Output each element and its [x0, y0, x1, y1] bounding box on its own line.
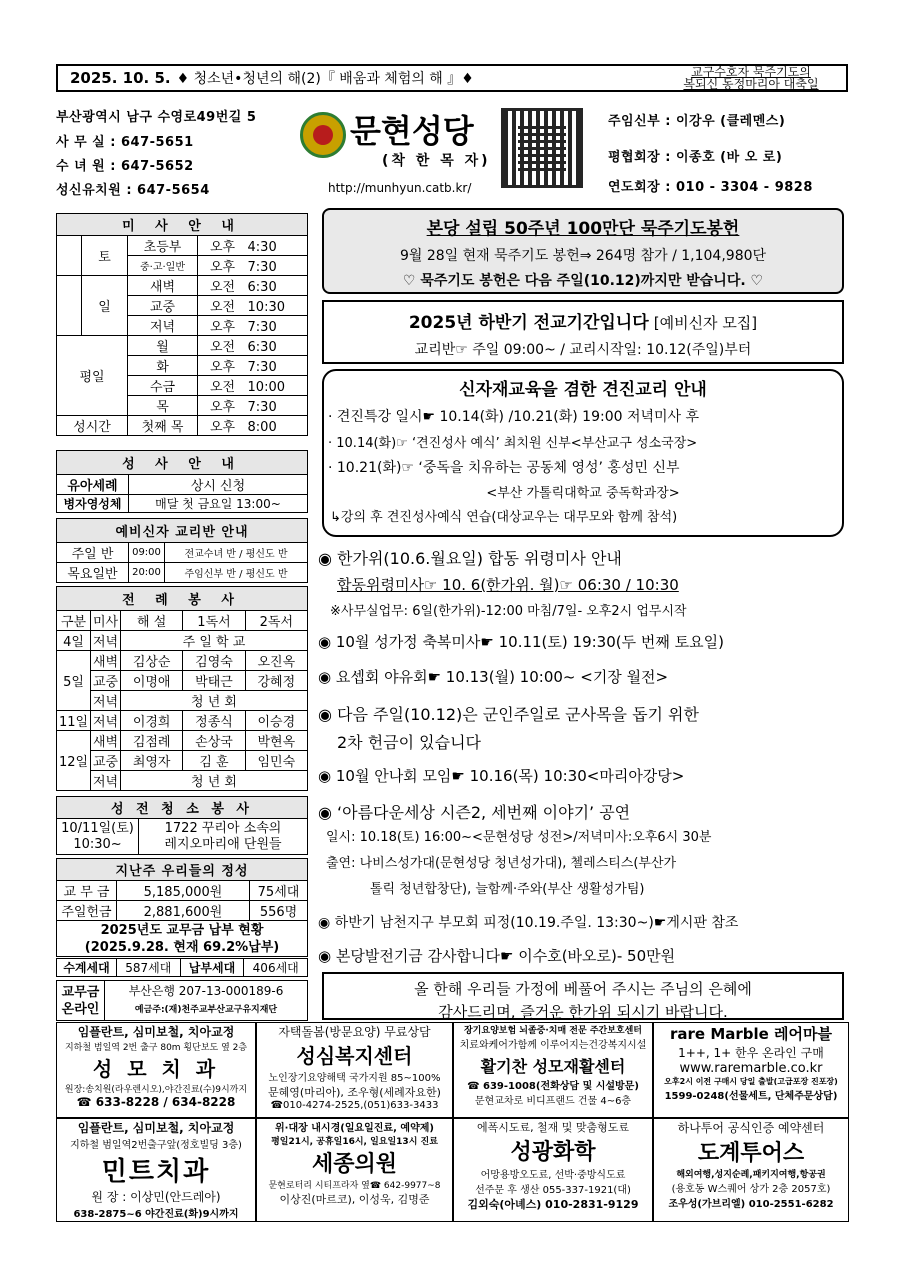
- ad-name: rare Marble 레어마블: [670, 1025, 832, 1043]
- server-day: 4일: [57, 631, 91, 651]
- ad-line: 지하철 범일역2번출구앞(정호빌딩 3층): [70, 1140, 242, 1151]
- server-name: 이경희: [121, 711, 183, 731]
- mass-time: 오후 7:30: [198, 316, 308, 336]
- server-name: 박현옥: [245, 731, 307, 751]
- server-mass: 저녁: [91, 711, 121, 731]
- confirmation-line: ↳강의 후 견진성사예식 연습(대상교우는 대무모와 함께 참석): [330, 510, 678, 525]
- cleaning-date: 10/11일(토) 10:30~: [57, 819, 139, 855]
- header-bar: [56, 64, 848, 92]
- bulletin-date: 2025. 10. 5.: [70, 69, 171, 87]
- offering-label: 주일헌금: [57, 901, 117, 921]
- servers-col-head: 미사: [91, 611, 121, 631]
- ad-line: 오후2시 이전 구매시 당일 출발(고급포장 진포장): [664, 1077, 838, 1086]
- ad-line: 임플란트, 심미보철, 치아교정: [77, 1121, 235, 1135]
- legion-president: 연도회장 : 010 - 3304 - 9828: [608, 180, 813, 195]
- feast-title: [656, 66, 846, 90]
- online-dues-table: [56, 980, 308, 1021]
- ad-line: 에폭시도료, 철재 및 맞춤형도료: [476, 1121, 630, 1134]
- cleaning-title: 성 전 청 소 봉 사: [57, 797, 308, 819]
- sat-label: 토: [82, 236, 128, 276]
- ad-phone: 김외숙(아녜스) 010-2831-9129: [467, 1198, 639, 1211]
- cleaning-table: [56, 796, 308, 855]
- ad-line: 평일21시, 공휴일16시, 일요일13시 진료: [271, 1137, 438, 1147]
- greeting-line-2: 감사드리며, 즐거운 한가위 되시기 바랍니다.: [438, 1003, 728, 1021]
- mass-title: 미 사 안 내: [57, 214, 308, 236]
- ad-line: 위·대장 내시경(일요일진료, 예약제): [275, 1123, 434, 1134]
- pastor: 주임신부 : 이강우 (클레멘스): [608, 114, 786, 129]
- ad-line: 지하철 범일역 2번 출구 80m 횡단보도 옆 2층: [64, 1043, 248, 1053]
- offering-title: 지난주 우리들의 정성: [57, 859, 308, 881]
- server-name: 김점례: [121, 731, 183, 751]
- ad-phone: ☎ 633-8228 / 634-8228: [76, 1095, 236, 1109]
- server-name: 김 훈: [183, 751, 245, 771]
- catechumen-desc: 주임신부 반 / 평신도 반: [165, 563, 308, 583]
- sick-communion-value: 매달 첫 금요일 13:00~: [129, 495, 308, 513]
- server-day: 5일: [57, 651, 91, 711]
- church-patron: (착 한 목 자): [382, 153, 491, 169]
- confirmation-line: · 10.14(화)☞ ‘견진성사 예식’ 최치원 신부<부산교구 성소국장>: [328, 436, 698, 451]
- ad-line: 하나투어 공식인증 예약센터: [677, 1121, 825, 1135]
- mass-name: 교중: [128, 296, 198, 316]
- ad-mint-dental[interactable]: [56, 1118, 256, 1222]
- confirmation-line: · 10.21(화)☞ ‘중독을 치유하는 공동체 영성’ 홍성민 신부: [328, 460, 680, 476]
- servers-col-head: 구분: [57, 611, 91, 631]
- server-group: 청 년 회: [121, 691, 308, 711]
- ad-line: 이상진(마르코), 이성욱, 김명준: [279, 1193, 430, 1206]
- rosary-line-2: ♡ 묵주기도 봉헌은 다음 주일(10.12)까지만 받습니다. ♡: [402, 273, 764, 289]
- server-name: 이명애: [121, 671, 183, 691]
- mass-name: 목: [128, 396, 198, 416]
- household-label: 수계세대: [57, 959, 117, 977]
- server-day: 12일: [57, 731, 91, 791]
- greeting-line-1: 올 한해 우리들 가정에 베풀어 주시는 주님의 은혜에: [414, 980, 752, 998]
- notice-concert: ◉ ‘아름다운세상 시즌2, 세번째 이야기’ 공연: [318, 803, 631, 822]
- ad-line: 문혜영(마리아), 조우형(세례자요한): [268, 1086, 441, 1099]
- ad-seongmo-dental[interactable]: [56, 1022, 256, 1118]
- kindergarten-phone: 성신유치원 : 647-5654: [56, 183, 210, 198]
- ad-sejong-clinic[interactable]: [256, 1118, 453, 1222]
- feast-line-2: 복되신 동정마리아 대축일: [683, 77, 819, 91]
- servers-col-head: 해 설: [121, 611, 183, 631]
- notice-concert-time: 일시: 10.18(토) 16:00~<문현성당 성전>/저녁미사:오후6시 30분: [326, 830, 712, 845]
- server-name: 이승경: [245, 711, 307, 731]
- ad-line: 치료와케어가함께 이루어지는건강복지시설: [459, 1040, 647, 1051]
- sick-communion-label: 병자영성체: [57, 495, 129, 513]
- church-logo-icon: [300, 112, 346, 158]
- ad-seongmo-rehab[interactable]: [453, 1022, 653, 1118]
- ad-line: 원 장 : 이상민(안드레아): [91, 1190, 221, 1204]
- offering-table: [56, 858, 308, 957]
- liturgy-servers-table: [56, 586, 308, 791]
- address-street: 부산광역시 남구 수영로49번길 5: [56, 110, 257, 125]
- offering-amount: 5,185,000원: [117, 881, 250, 901]
- ad-phone: 문현로터리 시티프라자 옆☎ 642-9977~8: [268, 1181, 441, 1191]
- mass-name: 첫째 목: [128, 416, 198, 436]
- mass-time: 오후 8:00: [198, 416, 308, 436]
- sacrament-table: [56, 450, 308, 513]
- notice-anna-meeting: ◉ 10월 안나회 모임☛ 10.16(목) 10:30<마리아강당>: [318, 767, 685, 785]
- ad-dogye-tours[interactable]: [653, 1118, 849, 1222]
- ad-name: 민트치과: [101, 1157, 211, 1187]
- server-name: 김영숙: [183, 651, 245, 671]
- mass-time: 오전 6:30: [198, 336, 308, 356]
- rosary-line-1: 9월 28일 현재 묵주기도 봉헌⇒ 264명 참가 / 1,104,980단: [399, 248, 767, 264]
- notice-parents-retreat: ◉ 하반기 남천지구 부모회 피정(10.19.주일. 13:30~)☛게시판 참조: [318, 915, 739, 931]
- ad-line: 원장:송치원(라우렌시오),야간진료(수)9시까지: [64, 1085, 248, 1095]
- year-theme: ♦ 청소년•청년의 해(2)『 배움과 체험의 해 』♦: [176, 71, 474, 87]
- notice-office-hours: ※사무실업무: 6일(한가위)-12:00 마침/7일- 오후2시 업무시작: [330, 604, 687, 619]
- mass-name: 월: [128, 336, 198, 356]
- catechumen-title: 예비신자 교리반 안내: [57, 519, 308, 543]
- ad-name: 세종의원: [311, 1152, 397, 1177]
- ad-line: 임플란트, 심미보철, 치아교정: [77, 1025, 235, 1039]
- ad-line: (용호동 W스퀘어 상가 2층 2057호): [671, 1184, 831, 1195]
- weekday-label: 평일: [57, 336, 128, 416]
- bank-account: 부산은행 207-13-000189-6 예금주:(재)천주교부산교구유지재단: [105, 981, 308, 1021]
- online-label: 교무금 온라인: [57, 981, 105, 1021]
- household-table: [56, 958, 308, 977]
- mass-time: 오후 7:30: [198, 256, 308, 276]
- server-name: 강혜정: [245, 671, 307, 691]
- server-name: 오진옥: [245, 651, 307, 671]
- mission-tag: [예비신자 모집]: [653, 314, 758, 332]
- servers-title: 전 례 봉 사: [57, 587, 308, 611]
- server-mass: 새벽: [91, 731, 121, 751]
- ad-phone: 선주문 후 생산 055-337-1921(대): [475, 1185, 631, 1196]
- ad-line: 노인장기요양해택 국가지원 85~100%: [268, 1073, 441, 1084]
- mission-title: 2025년 하반기 전교기간입니다: [408, 313, 649, 333]
- servers-col-head: 2독서: [245, 611, 307, 631]
- ad-name: 성광화학: [510, 1140, 596, 1165]
- catechumen-time: 20:00: [129, 563, 165, 583]
- mass-time: 오후 7:30: [198, 396, 308, 416]
- ad-line: 자택돌봄(방문요양) 무료상담: [278, 1025, 431, 1039]
- rosary-box: [322, 208, 844, 294]
- mass-time: 오전 6:30: [198, 276, 308, 296]
- infant-baptism-label: 유아세례: [57, 475, 129, 495]
- catechumen-label: 주일 반: [57, 543, 129, 563]
- notice-joseph-picnic: ◉ 요셉회 야유회☛ 10.13(월) 10:00~ <기장 월전>: [318, 668, 669, 686]
- mission-line-2: 교리반☞ 주일 09:00~ / 교리시작일: 10.12(주일)부터: [414, 342, 752, 358]
- catechumen-time: 09:00: [129, 543, 165, 563]
- office-phone: 사 무 실 : 647-5651: [56, 135, 194, 150]
- ad-seongsim-welfare[interactable]: [256, 1022, 453, 1118]
- household-value: 587세대: [117, 959, 181, 977]
- offering-count: 75세대: [250, 881, 308, 901]
- notice-chuseok: ◉ 한가위(10.6.월요일) 합동 위령미사 안내: [318, 549, 622, 568]
- mass-name: 새벽: [128, 276, 198, 296]
- server-mass: 새벽: [91, 651, 121, 671]
- ad-name: 도계투어스: [697, 1141, 805, 1166]
- ad-phone: 638-2875~6 야간진료(화)9시까지: [73, 1209, 239, 1220]
- ad-url: www.raremarble.co.kr: [679, 1061, 823, 1076]
- ad-seonggwang-chemical[interactable]: [453, 1118, 653, 1222]
- mass-time: 오후 7:30: [198, 356, 308, 376]
- mass-time: 오후 4:30: [198, 236, 308, 256]
- offering-label: 교 무 금: [57, 881, 117, 901]
- notice-second-collection: 2차 헌금이 있습니다: [337, 733, 481, 752]
- ad-phone: 1599-0248(선물세트, 단체주문상담): [664, 1091, 838, 1102]
- ad-phone: ☎ 639-1008(전화상담 및 시설방문): [467, 1081, 639, 1092]
- notice-donation: ◉ 본당발전기금 감사합니다☛ 이수호(바오로)- 50만원: [318, 947, 676, 965]
- mass-name: 수금: [128, 376, 198, 396]
- notice-family-mass: ◉ 10월 성가정 축복미사☛ 10.11(토) 19:30(두 번째 토요일): [318, 633, 724, 651]
- qr-code-icon[interactable]: [501, 108, 583, 188]
- server-name: 손상국: [183, 731, 245, 751]
- notice-concert-cast-2: 톨릭 청년합창단), 늘함께·주와(부산 생활성가팀): [370, 882, 645, 897]
- confirmation-line: <부산 가톨릭대학교 중독학과장>: [486, 486, 680, 501]
- ad-line: 문현교차로 비디프랜드 건물 4~6층: [474, 1096, 632, 1107]
- server-group: 주 일 학 교: [121, 631, 308, 651]
- catechumen-label: 목요일반: [57, 563, 129, 583]
- server-group: 청 년 회: [121, 771, 308, 791]
- ad-phone: 조우성(가브리엘) 010-2551-6282: [668, 1199, 834, 1210]
- server-mass: 교중: [91, 751, 121, 771]
- offering-count: 556명: [250, 901, 308, 921]
- ad-name: 성심복지센터: [296, 1044, 413, 1068]
- catechumen-table: [56, 518, 308, 583]
- mission-box: [322, 300, 844, 364]
- ad-name: 성 모 치 과: [92, 1057, 220, 1081]
- confirmation-line: · 견진특강 일시☛ 10.14(화) /10.21(화) 19:00 저녁미사 후: [328, 409, 700, 425]
- server-mass: 교중: [91, 671, 121, 691]
- paid-value: 406세대: [244, 959, 308, 977]
- servers-col-head: 1독서: [183, 611, 245, 631]
- mass-name: 초등부: [128, 236, 198, 256]
- mass-schedule-table: [56, 213, 308, 436]
- feast-line-1: 교구수호자 묵주기도의: [691, 65, 811, 79]
- mass-time: 오전 10:00: [198, 376, 308, 396]
- catechumen-desc: 전교수녀 반 / 평신도 반: [165, 543, 308, 563]
- mass-time: 오전 10:30: [198, 296, 308, 316]
- mass-name: 저녁: [128, 316, 198, 336]
- mass-name: 화: [128, 356, 198, 376]
- notice-military-sunday: ◉ 다음 주일(10.12)은 군인주일로 군사목을 돕기 위한: [318, 705, 699, 724]
- ad-raremarble[interactable]: [653, 1022, 849, 1118]
- church-name: 문현성당: [350, 112, 474, 150]
- server-name: 김상순: [121, 651, 183, 671]
- holy-hour-label: 성시간: [57, 416, 128, 436]
- sacrament-title: 성 사 안 내: [57, 451, 308, 475]
- server-name: 최영자: [121, 751, 183, 771]
- convent-phone: 수 녀 원 : 647-5652: [56, 159, 194, 174]
- ad-line: 어망용방오도료, 선박·중방식도료: [480, 1170, 626, 1181]
- server-name: 임민숙: [245, 751, 307, 771]
- offering-amount: 2,881,600원: [117, 901, 250, 921]
- sun-label: 일: [82, 276, 128, 336]
- server-mass: 저녁: [91, 771, 121, 791]
- server-name: 박태근: [183, 671, 245, 691]
- mass-name: 중·고·일반: [128, 256, 198, 276]
- church-url[interactable]: http://munhyun.catb.kr/: [328, 181, 472, 195]
- rosary-title: 본당 설립 50주년 100만단 묵주기도봉헌: [426, 219, 740, 239]
- server-name: 정종식: [183, 711, 245, 731]
- cleaning-team: 1722 꾸리아 소속의 레지오마리애 단원들: [139, 819, 308, 855]
- confirmation-title: 신자재교육을 겸한 견진교리 안내: [459, 380, 707, 400]
- server-mass: 저녁: [91, 691, 121, 711]
- greeting-box: [322, 972, 844, 1020]
- ad-line: 1++, 1+ 한우 온라인 구매: [678, 1046, 824, 1060]
- server-day: 11일: [57, 711, 91, 731]
- server-mass: 저녁: [91, 631, 121, 651]
- notice-chuseok-detail: 합동위령미사☞ 10. 6(한가위. 월)☞ 06:30 / 10:30: [337, 576, 679, 594]
- notice-concert-cast: 출연: 나비스성가대(문현성당 청년성가대), 첼레스티스(부산가: [326, 856, 677, 871]
- ad-line: 장기요양보험 뇌졸중·치매 전문 주간보호센터: [463, 1026, 642, 1036]
- paid-label: 납부세대: [180, 959, 244, 977]
- ad-phone: ☎010-4274-2525,(051)633-3433: [270, 1100, 439, 1111]
- confirmation-box: [322, 369, 844, 537]
- dues-status: 2025년도 교무금 납부 현황 (2025.9.28. 현재 69.2%납부): [57, 921, 308, 957]
- ad-line: 해외여행,성지순례,패키지여행,항공권: [676, 1170, 826, 1180]
- council-president: 평협회장 : 이종호 (바 오 로): [608, 150, 783, 165]
- ad-name: 활기찬 성모재활센터: [480, 1057, 626, 1076]
- infant-baptism-value: 상시 신청: [129, 475, 308, 495]
